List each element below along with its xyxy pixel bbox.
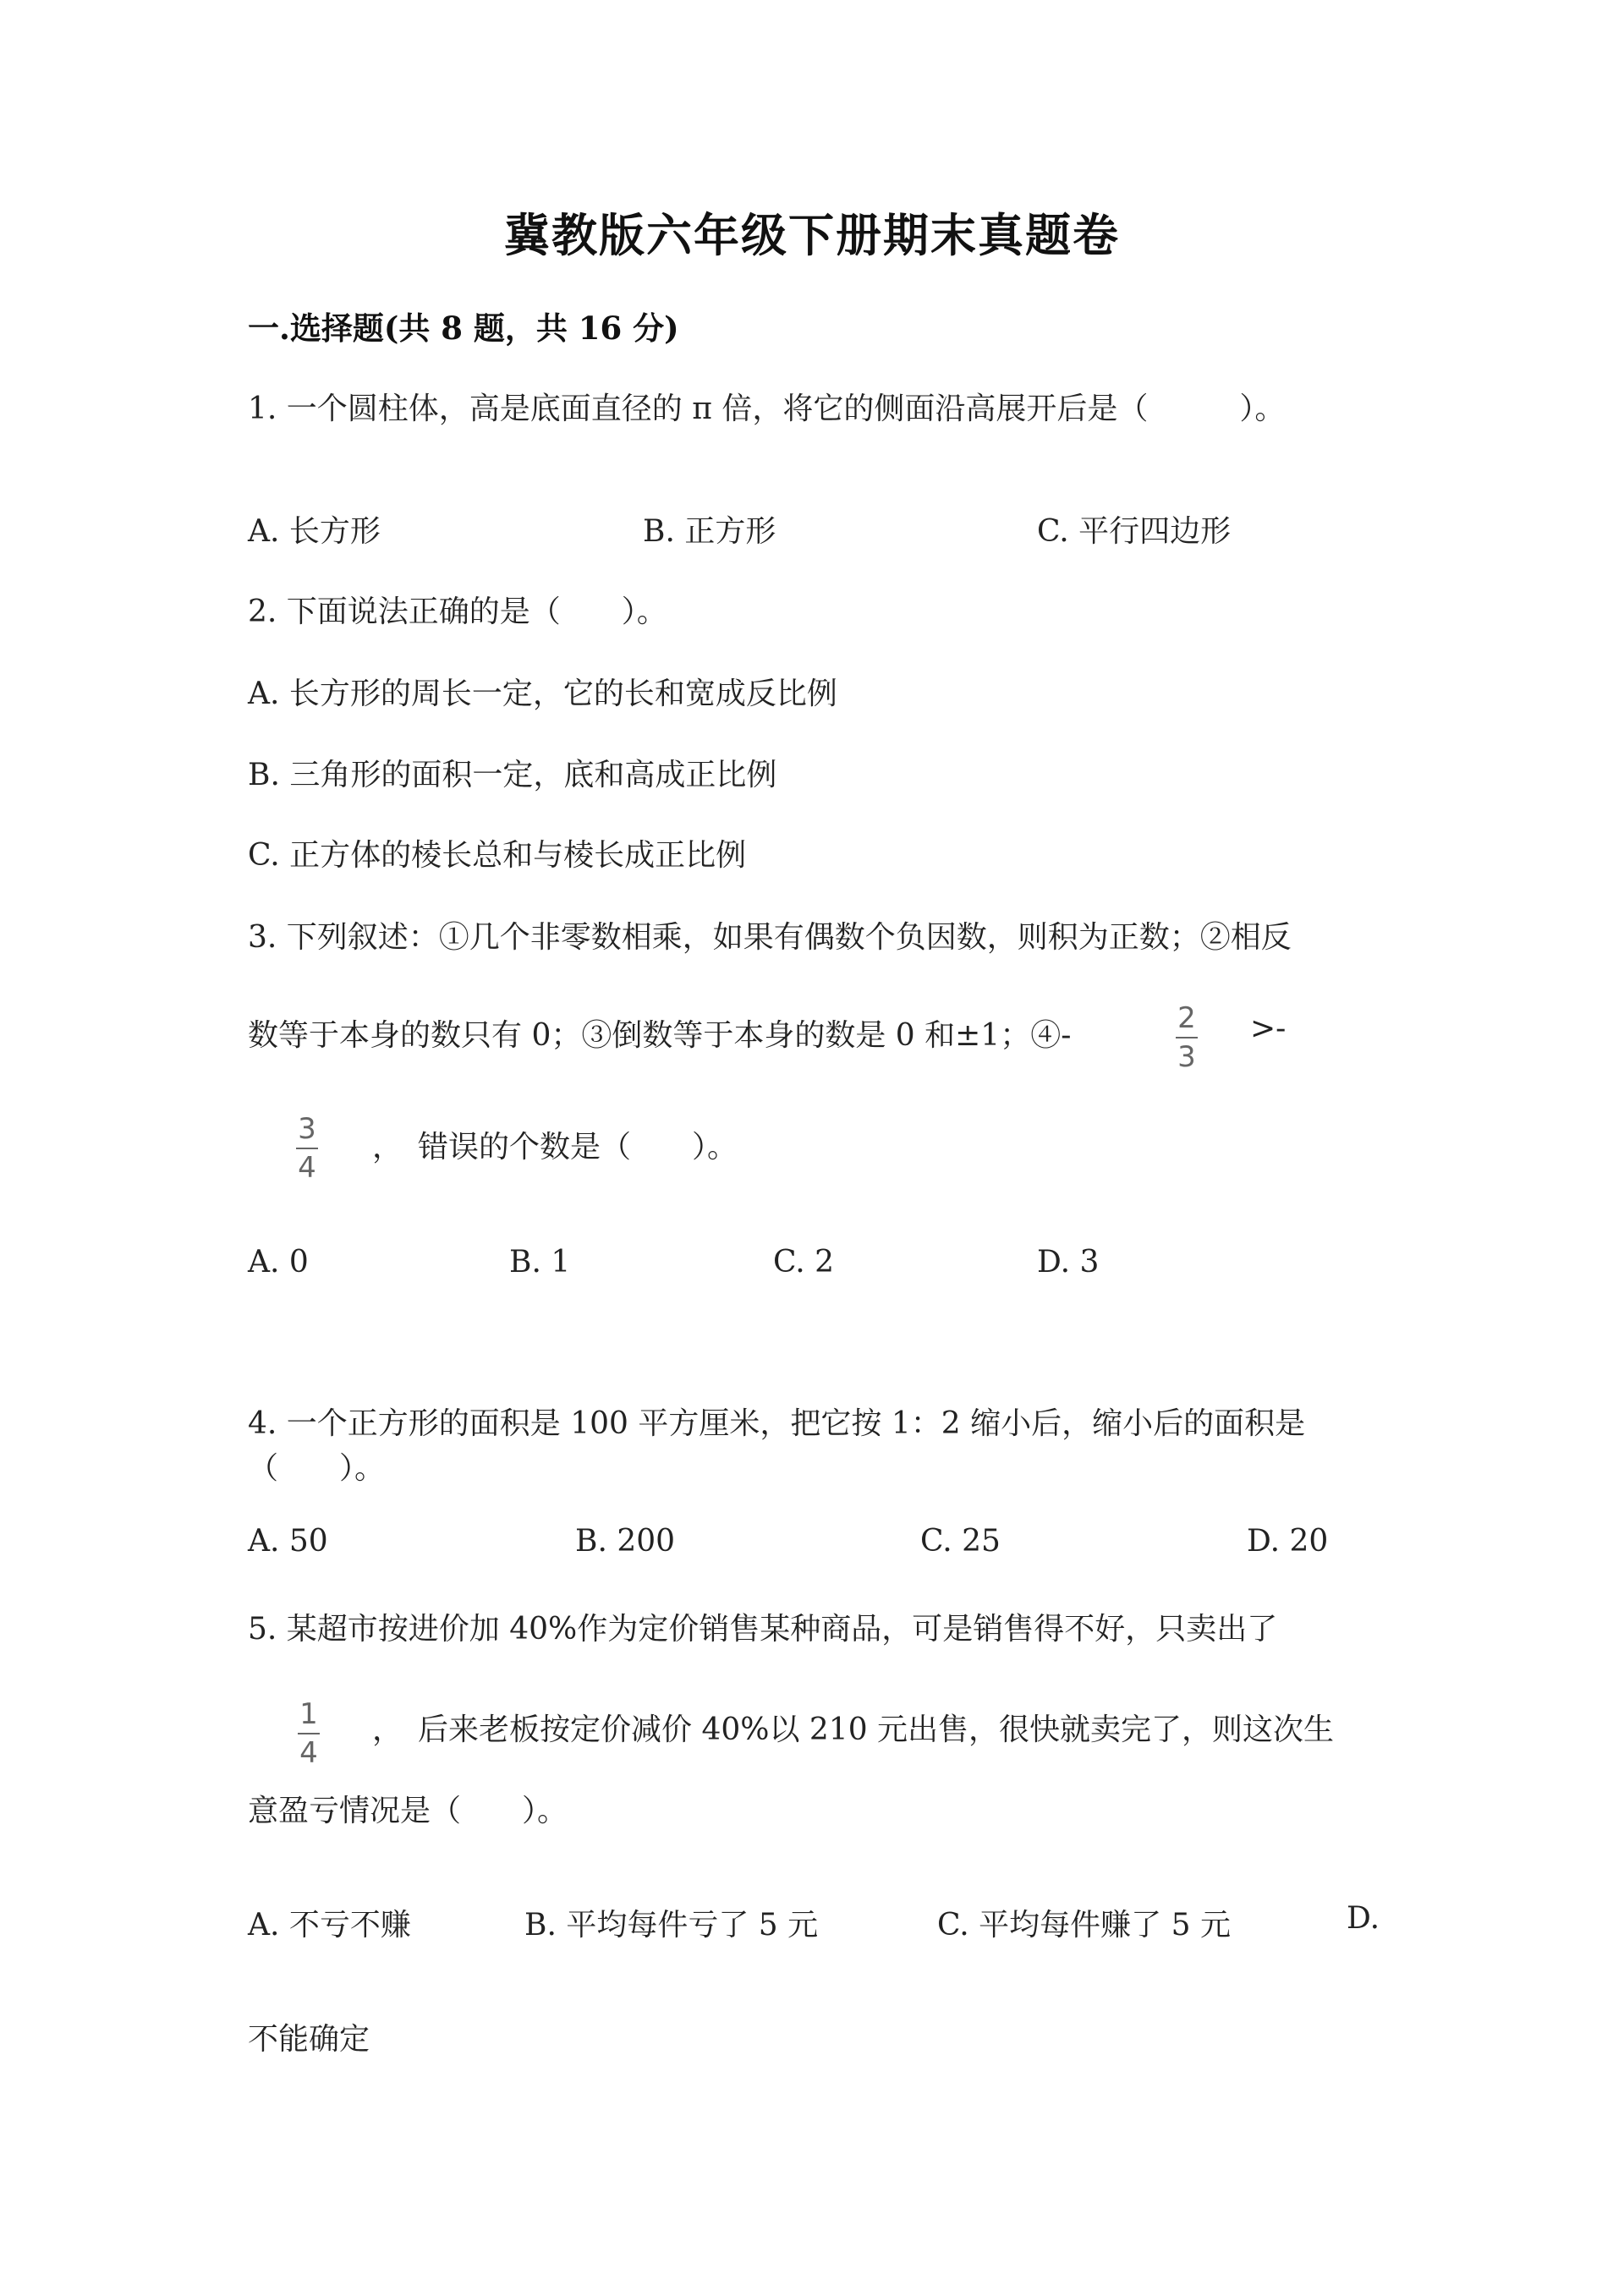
fraction-bar — [296, 1148, 318, 1149]
section-heading: 一.选择题(共 8 题，共 16 分) — [248, 310, 679, 347]
question-4-stem-line-1: 4. 一个正方形的面积是 100 平方厘米，把它按 1：2 缩小后，缩小后的面积是 — [248, 1406, 1306, 1441]
question-1-option-a: A. 长方形 — [248, 514, 381, 549]
page-title: 冀教版六年级下册期末真题卷 — [504, 208, 1120, 262]
question-5-option-c: C. 平均每件赚了 5 元 — [937, 1908, 1231, 1943]
question-4-option-b: B. 200 — [575, 1524, 676, 1559]
question-1-option-b: B. 正方形 — [643, 514, 776, 549]
fraction-numerator: 2 — [1177, 1001, 1196, 1035]
question-4-option-d: D. 20 — [1247, 1524, 1329, 1559]
question-5-option-d-label: D. — [1347, 1901, 1380, 1936]
question-4-option-a: A. 50 — [248, 1524, 328, 1559]
question-5-option-a: A. 不亏不赚 — [248, 1908, 411, 1943]
question-3-stem-line-3: ， 错误的个数是（ ）。 — [372, 1130, 738, 1164]
question-3-option-d: D. 3 — [1037, 1245, 1100, 1280]
question-3-stem-line-2: 数等于本身的数只有 0；③倒数等于本身的数是 0 和±1；④- — [248, 1018, 1072, 1053]
fraction-bar — [298, 1733, 320, 1734]
question-3-option-c: C. 2 — [773, 1245, 835, 1280]
question-4-stem-line-2: （ ）。 — [248, 1451, 386, 1486]
question-3-option-b: B. 1 — [509, 1245, 571, 1280]
fraction-bar — [1176, 1037, 1198, 1038]
question-1-option-c: C. 平行四边形 — [1037, 514, 1232, 549]
question-4-option-c: C. 25 — [920, 1524, 1001, 1559]
fraction-two-thirds — [1176, 1001, 1198, 1074]
question-5-option-b: B. 平均每件亏了 5 元 — [524, 1908, 819, 1943]
question-2-stem: 2. 下面说法正确的是（ ）。 — [248, 595, 667, 629]
question-3-greater-than: >- — [1250, 1011, 1287, 1046]
question-3-stem-line-1: 3. 下列叙述：①几个非零数相乘，如果有偶数个负因数，则积为正数；②相反 — [248, 920, 1292, 955]
question-5-stem-line-3: 意盈亏情况是（ ）。 — [248, 1794, 568, 1828]
fraction-denominator: 4 — [298, 1151, 316, 1185]
fraction-three-quarters — [296, 1112, 318, 1185]
question-5-stem-line-2: ， 后来老板按定价减价 40%以 210 元出售，很快就卖完了，则这次生 — [372, 1712, 1335, 1747]
question-2-option-c: C. 正方体的棱长总和与棱长成正比例 — [248, 838, 747, 873]
question-1-stem: 1. 一个圆柱体，高是底面直径的 π 倍，将它的侧面沿高展开后是（ ）。 — [248, 392, 1286, 426]
question-3-option-a: A. 0 — [248, 1245, 309, 1280]
fraction-denominator: 4 — [299, 1736, 318, 1770]
question-5-stem-line-1: 5. 某超市按进价加 40%作为定价销售某种商品，可是销售得不好，只卖出了 — [248, 1612, 1278, 1647]
fraction-numerator: 3 — [298, 1112, 316, 1146]
question-2-option-b: B. 三角形的面积一定，底和高成正比例 — [248, 758, 777, 792]
question-5-option-d-text: 不能确定 — [248, 2022, 370, 2057]
fraction-denominator: 3 — [1177, 1040, 1196, 1074]
question-2-option-a: A. 长方形的周长一定，它的长和宽成反比例 — [248, 677, 837, 711]
fraction-one-quarter — [298, 1697, 320, 1770]
fraction-numerator: 1 — [299, 1697, 318, 1731]
